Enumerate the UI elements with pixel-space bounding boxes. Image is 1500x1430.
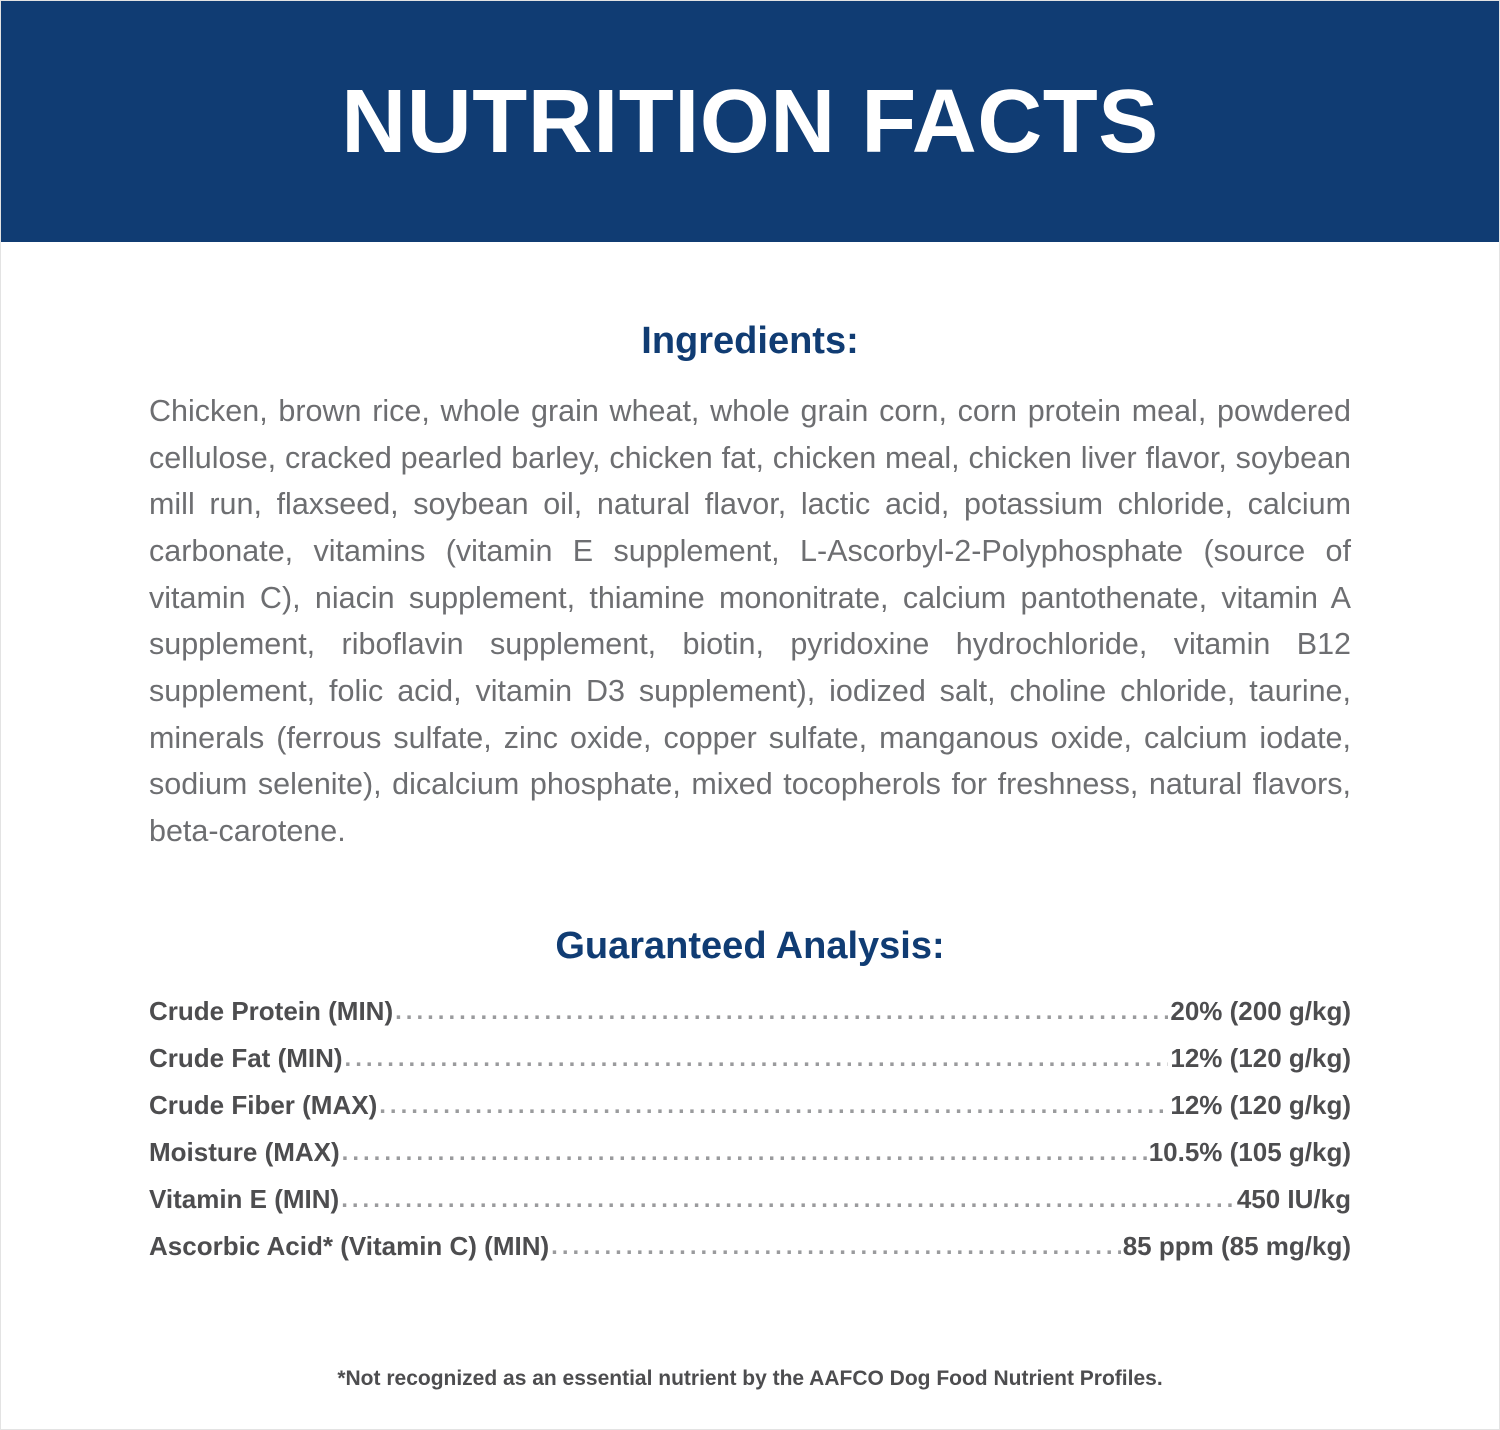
leader-dots [395,1001,1168,1027]
analysis-label: Crude Fiber (MAX) [149,1089,378,1120]
leader-dots [551,1236,1121,1262]
leader-dots [342,1142,1147,1168]
analysis-label: Moisture (MAX) [149,1136,340,1167]
guaranteed-analysis-heading: Guaranteed Analysis: [555,924,945,967]
analysis-value: 20% (200 g/kg) [1170,995,1351,1026]
page-header-banner [1,1,1499,242]
leader-dots [379,1095,1168,1121]
ingredients-section [149,320,1351,855]
analysis-row [149,996,1351,1027]
ingredients-text: Chicken, brown rice, whole grain wheat, whole grain corn, corn protein meal, powdered cellulose, cracked pearled barley, chicken fat, chicken meal, chicken liver flavor, soybean mill run, flaxseed, soybean oil, natural flavor, lactic acid, potassium chloride, calcium carbonate, vitamins (vitamin E supplement, L-Ascorbyl-2-Polyphosphate (source of vitamin C), niacin supplement, thiamine mononitrate, calcium pantothenate, vitamin A supplement, riboflavin supplement, biotin, pyridoxine hydrochloride, vitamin B12 supplement, folic acid, vitamin D3 supplement), iodized salt, choline chloride, taurine, minerals (ferrous sulfate, zinc oxide, copper sulfate, manganous oxide, calcium iodate, sodium selenite), dicalcium phosphate, mixed tocopherols for freshness, natural flavors, beta-carotene. [149,394,1351,848]
leader-dots [345,1048,1169,1074]
analysis-value: 85 ppm (85 mg/kg) [1122,1230,1351,1261]
analysis-value: 10.5% (105 g/kg) [1148,1136,1351,1167]
analysis-value: 12% (120 g/kg) [1170,1089,1351,1120]
guaranteed-analysis-list [149,996,1351,1262]
analysis-label: Crude Protein (MIN) [149,995,394,1026]
analysis-row [149,1184,1351,1215]
page-title: NUTRITION FACTS [341,71,1159,172]
analysis-label: Ascorbic Acid* (Vitamin C) (MIN) [149,1230,550,1261]
analysis-row [149,1231,1351,1262]
analysis-label: Vitamin E (MIN) [149,1183,340,1214]
page-content [1,320,1499,1262]
analysis-row [149,1137,1351,1168]
analysis-value: 12% (120 g/kg) [1170,1042,1351,1073]
analysis-label: Crude Fat (MIN) [149,1042,343,1073]
guaranteed-analysis-section [149,925,1351,1262]
leader-dots [341,1189,1235,1215]
analysis-value: 450 IU/kg [1236,1183,1351,1214]
analysis-row [149,1090,1351,1121]
footnote: *Not recognized as an essential nutrient by the AAFCO Dog Food Nutrient Profiles. [337,1367,1163,1390]
ingredients-heading: Ingredients: [641,320,859,362]
analysis-row [149,1043,1351,1074]
